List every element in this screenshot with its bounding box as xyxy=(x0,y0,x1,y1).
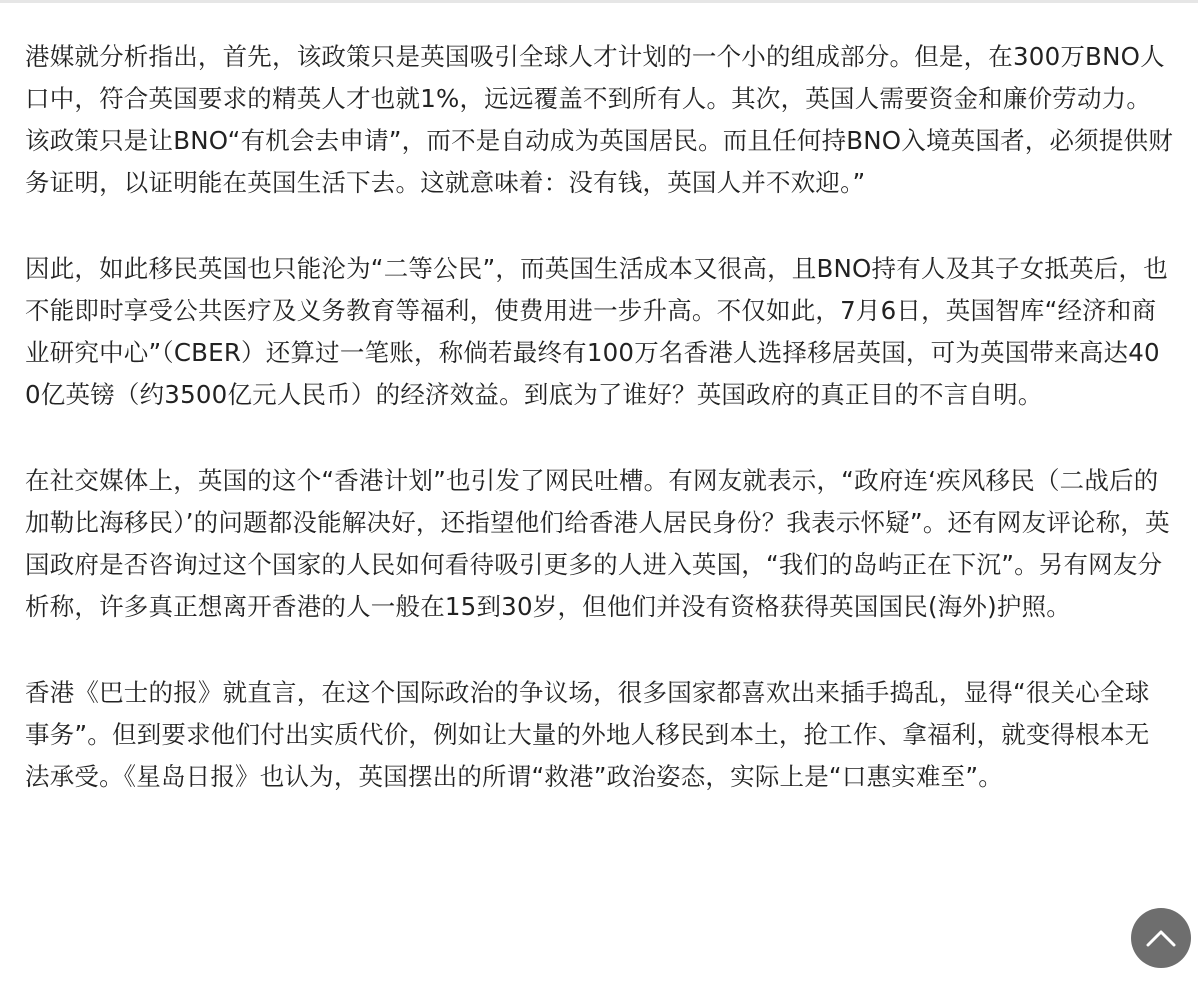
article-paragraph: 在社交媒体上，英国的这个“香港计划”也引发了网民吐槽。有网友就表示，“政府连‘疾风移民（二战后的加勒比海移民）’的问题都没能解决好，还指望他们给香港人居民身份？我表示怀疑”。还有网友评论称，英国政府是否咨询过这个国家的人民如何看待吸引更多的人进入英国，“我们的岛屿正在下沉”。另有网友分析称，许多真正想离开香港的人一般在15到30岁，但他们并没有资格获得英国国民(海外)护照。 xyxy=(25,466,1170,621)
scroll-to-top-button[interactable] xyxy=(1131,908,1191,968)
article-paragraph: 因此，如此移民英国也只能沦为“二等公民”，而英国生活成本又很高，且BNO持有人及其子女抵英后，也不能即时享受公共医疗及义务教育等福利，使费用进一步升高。不仅如此，7月6日，英国智库“经济和商业研究中心”（CBER）还算过一笔账，称倘若最终有100万名香港人选择移居英国，可为英国带来高达400亿英镑（约3500亿元人民币）的经济效益。到底为了谁好？英国政府的真正目的不言自明。 xyxy=(25,254,1168,409)
chevron-up-icon xyxy=(1146,929,1176,947)
article-paragraph: 港媒就分析指出，首先，该政策只是英国吸引全球人才计划的一个小的组成部分。但是，在300万BNO人口中，符合英国要求的精英人才也就1%，远远覆盖不到所有人。其次，英国人需要资金和廉价劳动力。该政策只是让BNO“有机会去申请”，而不是自动成为英国居民。而且任何持BNO入境英国者，必须提供财务证明，以证明能在英国生活下去。这就意味着：没有钱，英国人并不欢迎。” xyxy=(25,42,1173,197)
article-body xyxy=(25,36,1173,842)
article-paragraph: 香港《巴士的报》就直言，在这个国际政治的争议场，很多国家都喜欢出来插手捣乱，显得“很关心全球事务”。但到要求他们付出实质代价，例如让大量的外地人移民到本土，抢工作、拿福利，就变得根本无法承受。《星岛日报》也认为，英国摆出的所谓“救港”政治姿态，实际上是“口惠实难至”。 xyxy=(25,678,1150,791)
top-divider xyxy=(0,0,1198,3)
